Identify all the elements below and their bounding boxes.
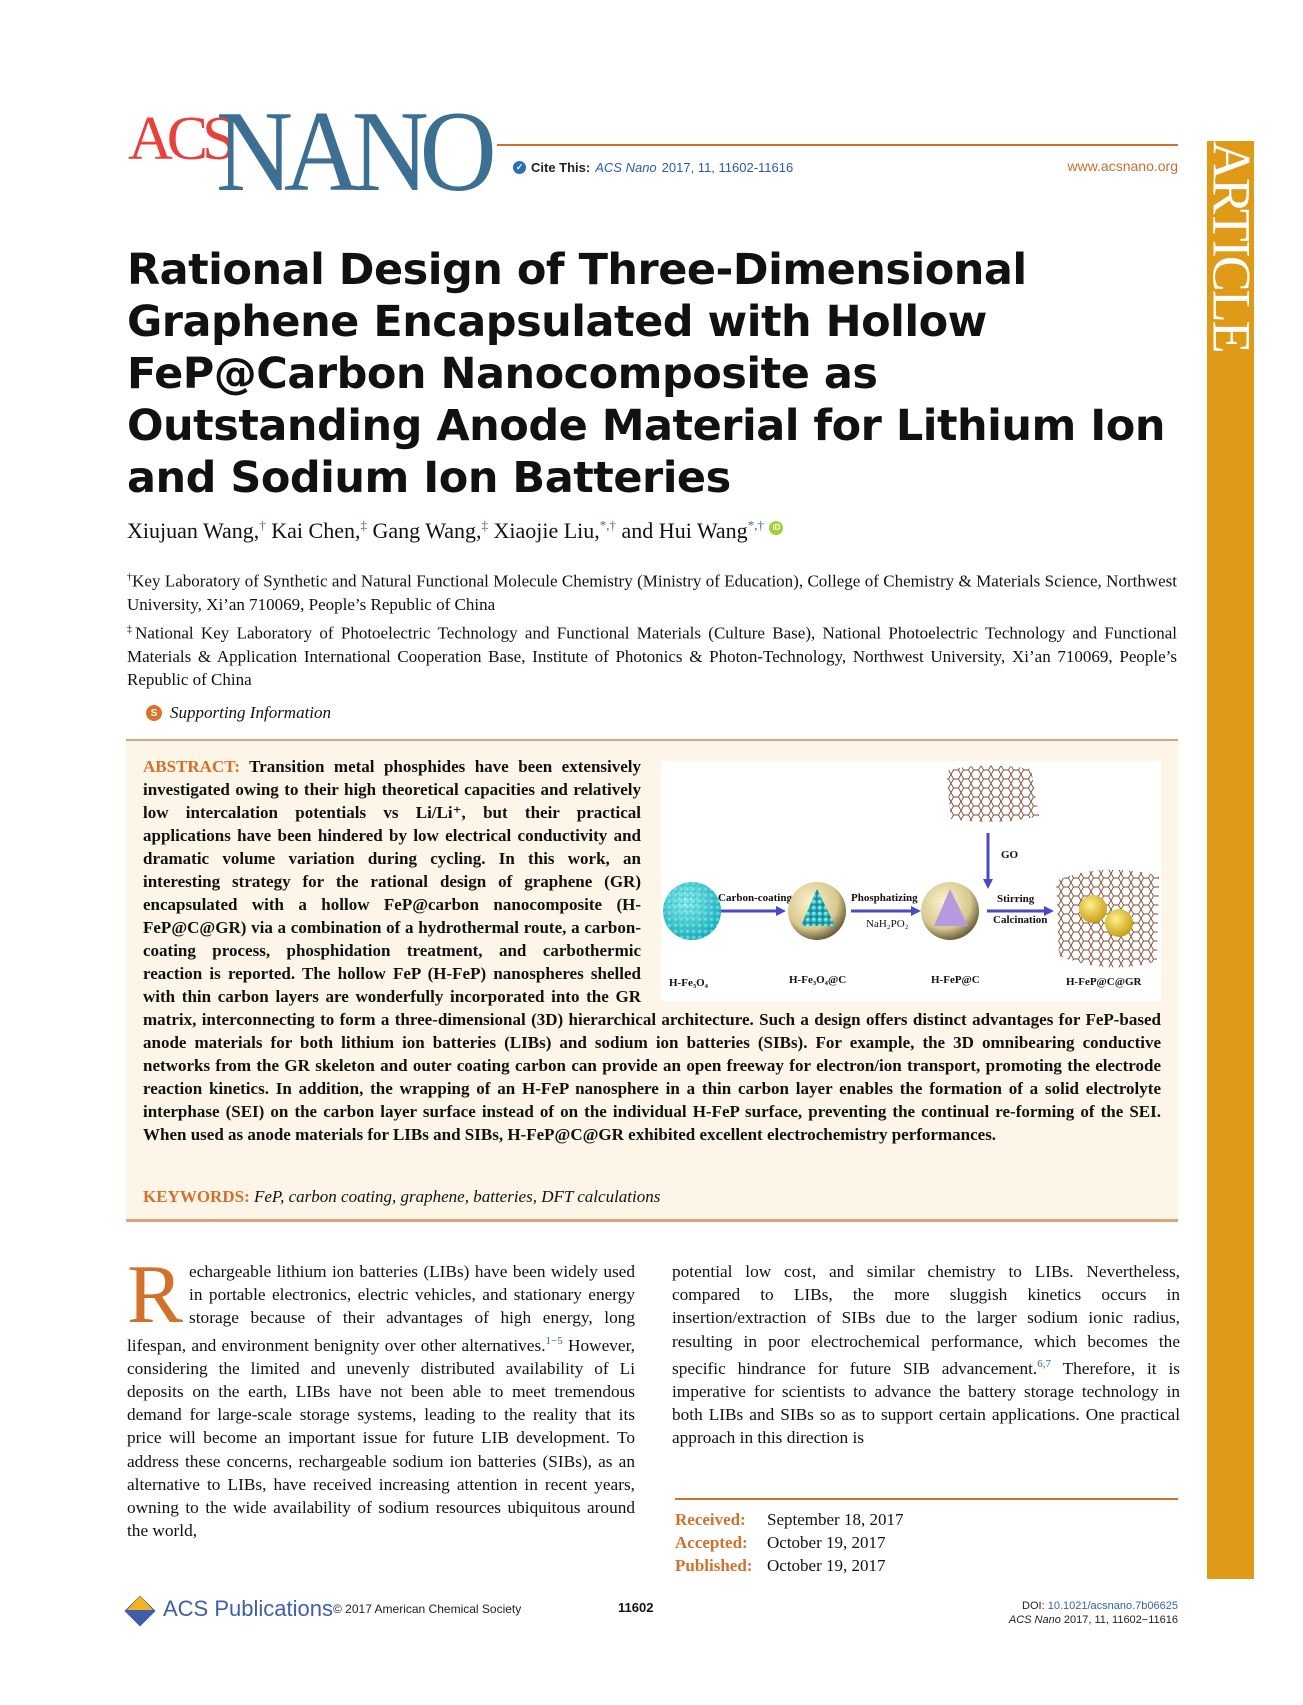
date-accepted: Accepted: October 19, 2017 <box>675 1533 886 1552</box>
doi-block: DOI: 10.1021/acsnano.7b06625 ACS Nano 2017, 11, 11602−11616 <box>1008 1600 1178 1626</box>
svg-text:H-Fe₃O₄@C: H-Fe₃O₄@C <box>789 974 847 986</box>
publisher-name: ACS Publications <box>163 1596 333 1621</box>
date-received: Received: September 18, 2017 <box>675 1510 904 1529</box>
copyright: © 2017 American Chemical Society <box>333 1602 522 1616</box>
svg-text:H-FeP@C@GR: H-FeP@C@GR <box>1066 976 1142 988</box>
svg-text:Phosphatizing: Phosphatizing <box>851 892 918 904</box>
body-column-left: Rechargeable lithium ion batteries (LIBs) have been widely used in portable electronics, electric vehicles, and stationary energy storage because of their advantages of high energy, long lifespan, and environment benignity over other alternatives.$^{1-5}$ However, considering the limited and unevenly distributed availability of Li deposits on the earth, LIBs have not been able to meet tremendous demand for large-scale storage systems, leading to the reality that its price will become an important issue for future LIB development. To address these concerns, rechargeable sodium ion batteries (SIBs), as an alternative to LIBs, have received increasing attention in recent years, owning to the wide availability of sodium resources ubiquitous around the world, <box>127 1248 635 1541</box>
check-icon: ✓ <box>513 161 526 174</box>
author[interactable]: Xiujuan Wang,† <box>127 518 266 544</box>
affiliation-2: ‡National Key Laboratory of Photoelectric Technology and Functional Materials (Culture Base), National Photoelectric Technology and Functional Materials & Application International Cooperation Base, Institute of Photonics & Photon-Technology, Northwest University, Xi’an 710069, People’s Republic of China <box>127 623 1178 689</box>
supporting-info-label: Supporting Information <box>170 703 332 722</box>
svg-text:Carbon-coating: Carbon-coating <box>718 892 792 904</box>
author[interactable]: Xiaojie Liu,*,† <box>493 518 617 544</box>
keywords <box>143 1187 660 1207</box>
logo-nano: NANO <box>216 88 488 216</box>
abstract-body: Transition metal phosphides have been extensively investigated owing to their high theoretical capacities and relatively low intercalation potentials vs Li/Li⁺, but their practical applications have been hindered by low electrical conductivity and dramatic volume variation during cycling. In this work, an interesting strategy for the rational design of graphene (GR) encapsulated with a hollow FeP@carbon nanocomposite (H-FeP@C@GR) via a combination of a hydrothermal route, a carbon-coating process, phosphidation treatment, and carbothermic reaction is reported. The hollow FeP (H-FeP) nanospheres shelled with thin carbon layers are wonderfully incorporated into the GR matrix, interconnecting to form a three-dimensional (3D) hierarchical architecture. Such a design offers distinct advantages for FeP-based anode materials for both lithium ion batteries (LIBs) and sodium ion batteries (SIBs). For example, the 3D omnibearing conductive networks from the GR skeleton and outer coating carbon can provide an open freeway for electron/ion transport, promoting the electrode reaction kinetics. In addition, the wrapping of an H-FeP nanosphere in a thin carbon layer enables the formation of a solid electrolyte interphase (SEI) on the carbon layer surface instead of on the individual H-FeP surface, preventing the continual re-forming of the SEI. When used as anode materials for LIBs and SIBs, H-FeP@C@GR exhibited excellent electrochemistry performances. <box>143 757 1161 1144</box>
acs-diamond-icon <box>125 1594 155 1624</box>
svg-text:GO: GO <box>1001 849 1019 861</box>
abstract-text <box>143 755 1161 1146</box>
acs-publications-logo[interactable] <box>125 1594 333 1624</box>
abstract-label: ABSTRACT: <box>143 757 240 776</box>
dropcap: R <box>127 1248 184 1341</box>
svg-text:Stirring: Stirring <box>997 893 1035 905</box>
publication-dates <box>675 1508 903 1577</box>
body-column-right: potential low cost, and similar chemistry to LIBs. Nevertheless, compared to LIBs, the more sluggish kinetics occurs in insertion/extraction of SIBs due to the larger sodium ionic radius, resulting in poor electrochemical performance, which becomes the specific hindrance for future SIB advancement.$^{6,7}$ Therefore, it is imperative for scientists to advance the battery storage technology in both LIBs and SIBs so as to support certain applications. One practical approach in this direction is <box>672 1262 1181 1448</box>
logo-acs: ACS <box>128 105 231 173</box>
journal-logo <box>128 88 508 216</box>
orcid-icon[interactable]: iD <box>769 521 783 535</box>
keywords-value: FeP, carbon coating, graphene, batteries, DFT calculations <box>253 1187 661 1206</box>
cite-label: Cite This: <box>531 160 591 175</box>
affiliation-1: †Key Laboratory of Synthetic and Natural Functional Molecule Chemistry (Ministry of Education), College of Chemistry & Materials Science, Northwest University, Xi’an 710069, People’s Republic of China <box>127 571 1178 614</box>
citation-link[interactable]: 6,7 <box>1037 1357 1051 1370</box>
supporting-information-link[interactable] <box>146 703 331 723</box>
abstract-box <box>126 739 1178 1222</box>
cite-journal[interactable]: ACS Nano <box>595 160 657 175</box>
author[interactable]: Gang Wang,‡ <box>372 518 488 544</box>
svg-text:H-Fe₃O₄: H-Fe₃O₄ <box>669 977 708 989</box>
svg-text:NaH₂PO₂: NaH₂PO₂ <box>866 918 909 930</box>
article-title: Rational Design of Three-Dimensional Graphene Encapsulated with Hollow FeP@Carbon Nanocomposite as Outstanding Anode Material for Lithium Ion and Sodium Ion Batteries <box>127 245 1165 503</box>
article-side-tab <box>1201 141 1261 1579</box>
toc-graphic[interactable] <box>661 761 1161 1001</box>
svg-text:H-FeP@C: H-FeP@C <box>931 974 980 986</box>
citation-link[interactable]: 1−5 <box>545 1334 563 1347</box>
svg-text:Calcination: Calcination <box>993 914 1048 926</box>
author[interactable]: Kai Chen,‡ <box>271 518 367 544</box>
header-rule <box>497 144 1178 146</box>
doi-link[interactable]: 10.1021/acsnano.7b06625 <box>1047 1600 1178 1612</box>
author[interactable]: and Hui Wang*,† <box>621 518 764 544</box>
cite-ref[interactable]: 2017, 11, 11602-11616 <box>661 160 794 175</box>
date-published: Published: October 19, 2017 <box>675 1556 886 1575</box>
author-list <box>127 518 783 544</box>
website-link[interactable]: www.acsnano.org <box>1067 158 1178 174</box>
keywords-label: KEYWORDS: <box>143 1187 250 1206</box>
supporting-info-icon: S <box>146 705 162 721</box>
side-tab-label: ARTICLE <box>1201 141 1261 352</box>
synthesis-scheme-figure <box>661 761 1161 1001</box>
page-number: 11602 <box>618 1600 654 1615</box>
dates-rule <box>675 1498 1178 1500</box>
cite-this[interactable] <box>513 160 793 175</box>
